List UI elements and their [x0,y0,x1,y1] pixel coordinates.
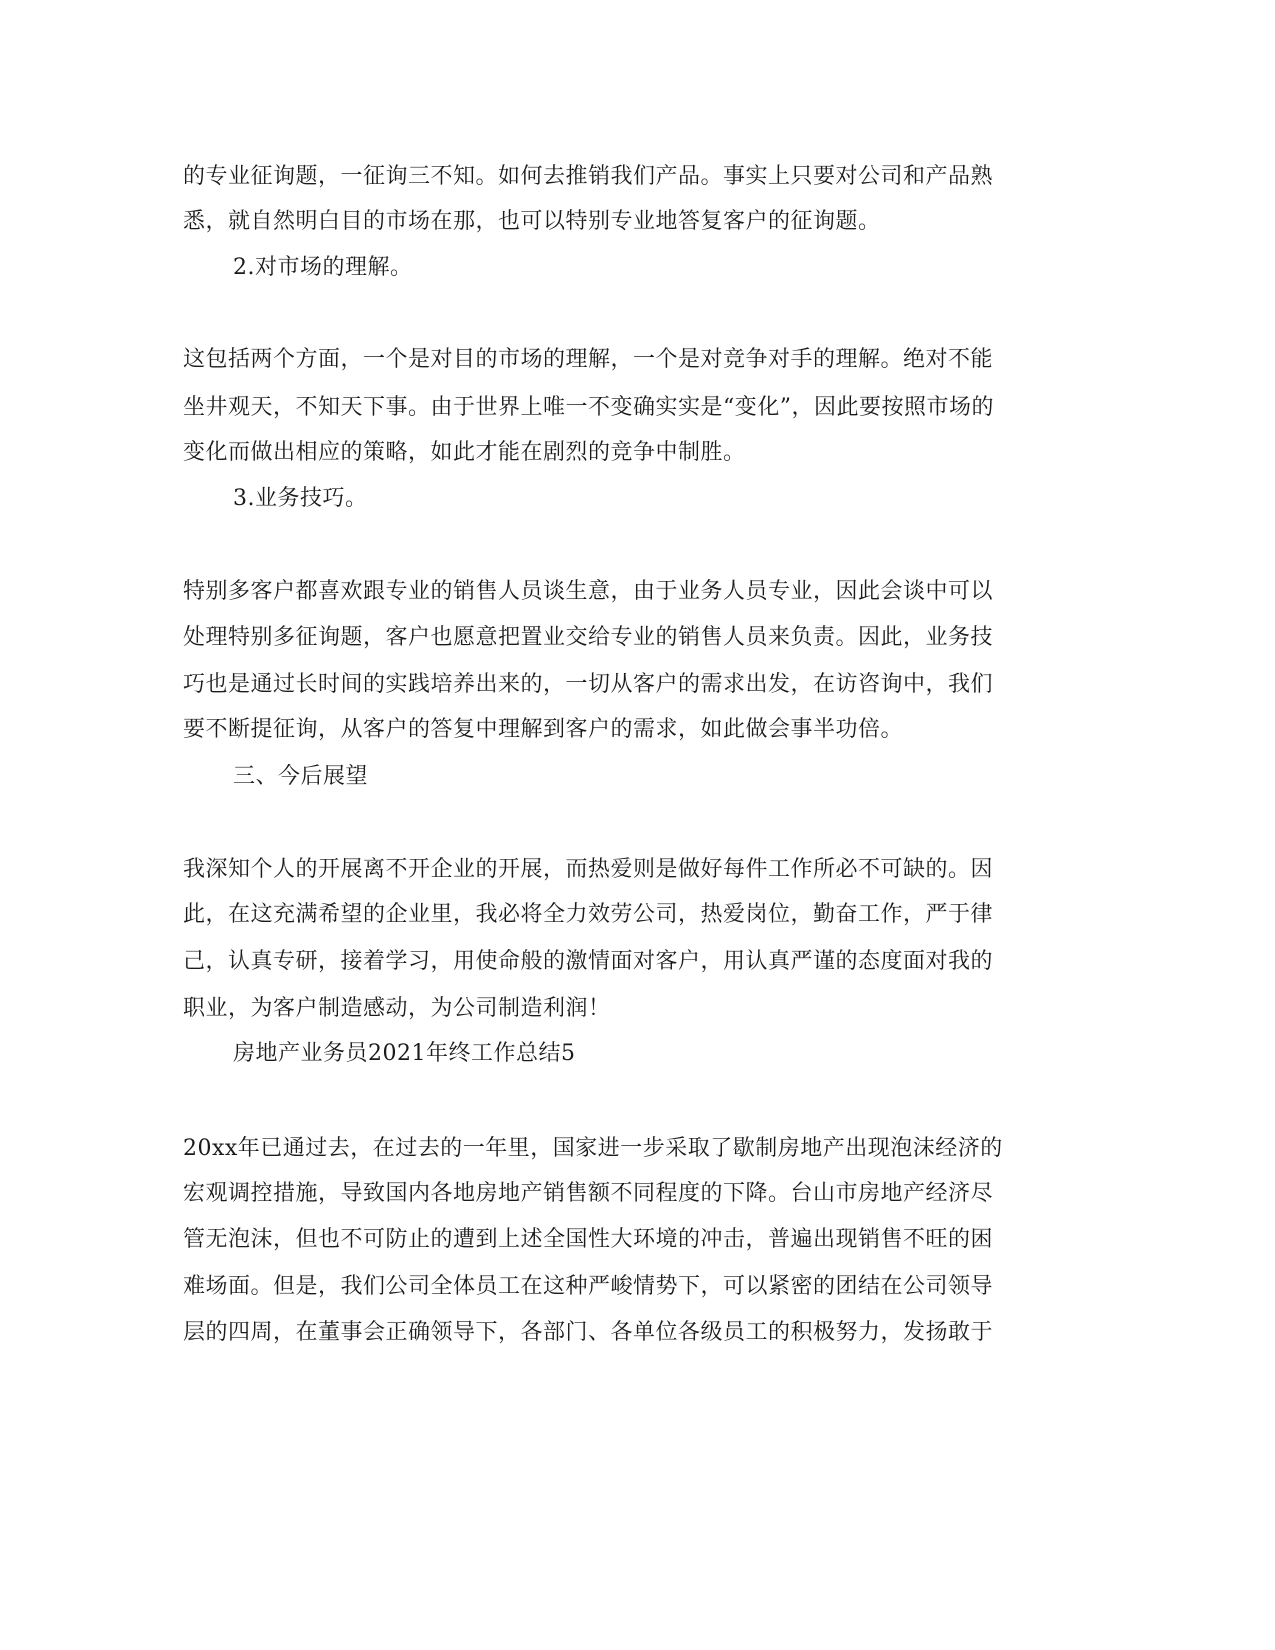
body-text-line: 要不断提征询，从客户的答复中理解到客户的需求，如此做会事半功倍。 [183,717,904,742]
body-text-line: 坐井观天，不知天下事。由于世界上唯一不变确实实是“变化”，因此要按照市场的 [183,395,994,420]
body-text-line: 特别多客户都喜欢跟专业的销售人员谈生意，由于业务人员专业，因此会谈中可以 [183,579,994,604]
section-heading: 2.对市场的理解。 [233,255,413,280]
section-title: 房地产业务员2021年终工作总结5 [233,1041,576,1066]
body-text-line: 我深知个人的开展离不开企业的开展，而热爱则是做好每件工作所必不可缺的。因 [183,857,994,882]
body-text-line: 此，在这充满希望的企业里，我必将全力效劳公司，热爱岗位，勤奋工作，严于律 [183,902,994,927]
body-text-line: 的专业征询题，一征询三不知。如何去推销我们产品。事实上只要对公司和产品熟 [183,164,994,189]
body-text-line: 层的四周，在董事会正确领导下，各部门、各单位各级员工的积极努力，发扬敢于 [183,1320,994,1345]
body-text-line: 处理特别多征询题，客户也愿意把置业交给专业的销售人员来负责。因此，业务技 [183,625,994,650]
body-text-line: 巧也是通过长时间的实践培养出来的，一切从客户的需求出发，在访咨询中，我们 [183,672,994,697]
body-text-line: 职业，为客户制造感动，为公司制造利润！ [183,996,611,1021]
body-text-line: 己，认真专研，接着学习，用使命般的激情面对客户，用认真严谨的态度面对我的 [183,949,994,974]
body-text-line: 变化而做出相应的策略，如此才能在剧烈的竞争中制胜。 [183,440,746,465]
body-text-line: 悉，就自然明白目的市场在那，也可以特别专业地答复客户的征询题。 [183,209,881,234]
body-text-line: 管无泡沫，但也不可防止的遭到上述全国性大环境的冲击，普遍出现销售不旺的困 [183,1227,994,1252]
body-text-line: 宏观调控措施，导致国内各地房地产销售额不同程度的下降。台山市房地产经济尽 [183,1181,994,1206]
section-heading: 三、今后展望 [233,764,369,789]
body-text-line: 难场面。但是，我们公司全体员工在这种严峻情势下，可以紧密的团结在公司领导 [183,1274,994,1299]
section-heading: 3.业务技巧。 [233,486,368,511]
body-text-line: 20xx年已通过去，在过去的一年里，国家进一步采取了歇制房地产出现泡沫经济的 [183,1136,1003,1161]
body-text-line: 这包括两个方面，一个是对目的市场的理解，一个是对竞争对手的理解。绝对不能 [183,347,994,372]
